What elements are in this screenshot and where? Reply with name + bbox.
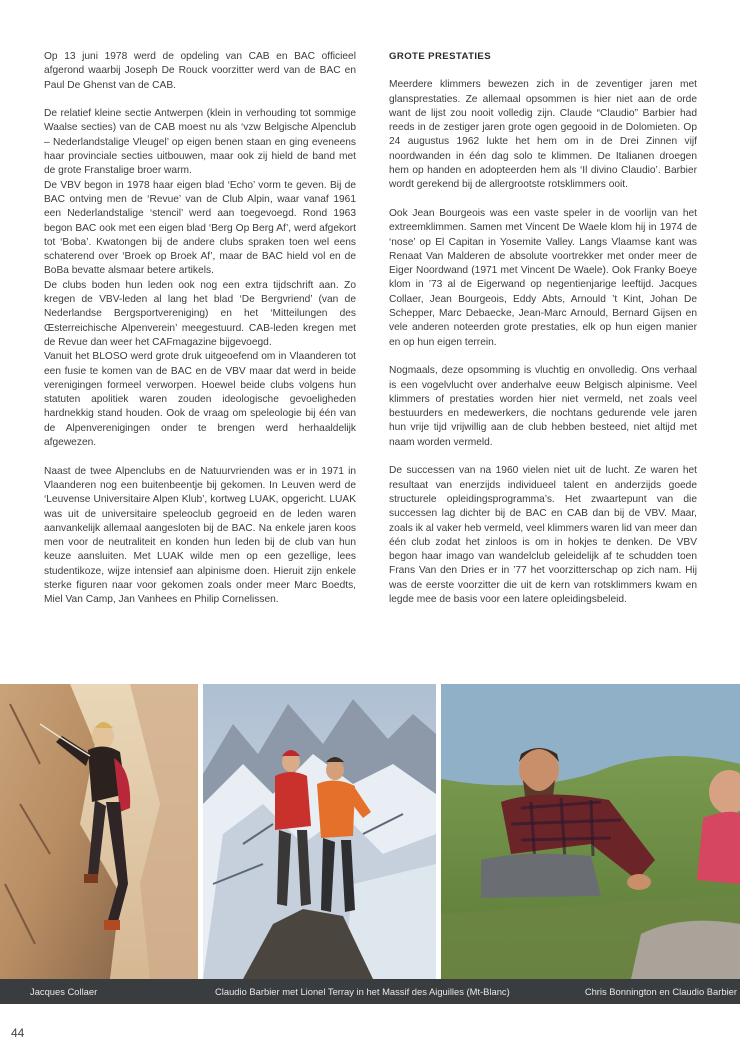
photo-two-climbers-summit — [203, 684, 436, 979]
right-text-column — [389, 50, 697, 622]
photo-caption: Jacques Collaer — [30, 986, 98, 997]
paragraph: Meerdere klimmers bewezen zich in de zeventiger jaren met glansprestaties. Ze allemaal opsommen is hier niet aan de orde want de lijst zou nooit volledig zijn. Claude “Claudio” Barbier had reeds in de zestiger jaren grote ogen gegooid in de Dolomieten. Op 24 augustus 1962 lukte het hem om in de Drei Zinnen vijf noordwanden in één dag solo te klimmen. De Italianen droegen hem op handen en adopteerden hem als ‘Il divino Claudio’. Barbier wordt gerekend bij de allergrootste rotsklimmers ooit. — [389, 79, 697, 191]
paragraph: Op 13 juni 1978 werd de opdeling van CAB en BAC officieel afgerond waarbij Joseph De Rouck voorzitter werd van de BAC en Paul De Ghenst van de CAB. — [44, 51, 356, 91]
section-heading: GROTE PRESTATIES — [389, 51, 491, 62]
paragraph: De successen van na 1960 vielen niet uit de lucht. Ze waren het resultaat van enerzijds individueel talent en anderzijds goede structurele opleidingsprogramma’s. Het zwaartepunt van die successen lag dichter bij de BAC en CAB dan bij de VBV. Maar, zoals ik al vaker heb vermeld, veel klimmers waren lid van meer dan één club zodat het zinloos is om in hokjes te denken. De VBV begon haar imago van wandelclub geleidelijk af te schudden toen Frans Van den Dries er in ’77 het voorzitterschap op zich nam. Hij was de eerste voorzitter die uit de kern van rotsklimmers kwam en legde mee de basis voor een latere opleidingsbeleid. — [389, 465, 698, 605]
photo-two-men-on-grass — [441, 684, 740, 979]
paragraph: De VBV begon in 1978 haar eigen blad ‘Echo’ vorm te geven. Bij de BAC ontving men de ‘Revue’ van de Club Alpin, waar vanaf 1961 een Nederlandstalige ‘stencil’ werd aan toegevoegd. Rond 1963 begon BAC ook met een eigen blad ‘Berg Op Berg Af’, werd afgekort tot ‘Boba’. Kwatongen bij de andere clubs spraken toen wel eens schaterend over ‘Broek op Broek Af’, maar de BAC hield vol en de BoBa bevatte alsmaar betere artikels. — [44, 179, 356, 277]
paragraph: Ook Jean Bourgeois was een vaste speler in de voorlijn van het extreemklimmen. Samen met Vincent De Waele klom hij in 1974 de ‘nose’ op El Capitan in Yosemite Valley. Langs Vlaamse kant was Renaat Van Malderen de absolute voortrekker met onder meer de Eiger Noordwand (1971 met Vincent De Waele). Ook Franky Boeye klom in ’73 al de Eigerwand op negentienjarige leeftijd. Jacques Collaer, Jean Bourgeois, Eddy Abts, Arnould ’t Kint, Johan De Schepper, Marc Debaecke, Jean-Marc Arnould, Bernard Gijsen en vele anderen noteerden grote prestaties, elk op hun eigen manier en op hun eigen terrein. — [389, 207, 697, 348]
left-text-column — [44, 50, 356, 622]
photo-caption: Chris Bonnington en Claudio Barbier — [584, 986, 737, 997]
page-number: 44 — [11, 1026, 25, 1040]
paragraph: Vanuit het BLOSO werd grote druk uitgeoefend om in Vlaanderen tot een fusie te komen van de BAC en de VBV maar dat werd in beide verenigingen formeel verworpen. Hoewel beide clubs volgens hun statuten apolitiek waren zouden ideologische gevoeligheden hardnekkig stand houden. Ook de vraag om speleologie bij één van de Alpenverenigingen onder te brengen werd herhaaldelijk afgewezen. — [44, 351, 356, 449]
paragraph: De relatief kleine sectie Antwerpen (klein in verhouding tot sommige Waalse secties) van de CAB moest nu als ‘vzw Belgische Alpenclub – Nederlandstalige Vleugel’ op eigen benen staan en ging eveneens haar provinciale secties uitbouwen, maar ook zij hield de band met de grote Franstalige broer warm. — [44, 108, 356, 177]
paragraph: Naast de twee Alpenclubs en de Natuurvrienden was er in 1971 in Vlaanderen nog een buitenbeentje bij gekomen. In Leuven werd de ‘Leuvense Universitaire Alpen Klub’, kortweg LUAK, opgericht. LUAK was uit de universitaire speleoclub gegroeid en de leden waren aanvankelijk allemaal aangesloten bij de BAC. Na enkele jaren koos men voor de neutraliteit en konden hun leden bij de club van hun keuze aansluiten. Met LUAK wilde men op een gezellige, lees studentikoze, wijze intensief aan alpinisme doen. Hieruit zijn enkele sterke figuren naar voor gekomen zoals onder meer Marc Boedts, Miel Van Camp, Jan Vanhees en Philip Cornelissen. — [44, 465, 356, 606]
caption-bar — [0, 979, 740, 1004]
paragraph: De clubs boden hun leden ook nog een extra tijdschrift aan. Zo kregen de VBV-leden al lang het blad ‘De Bergvriend’ (van de Nederlandse Bergsportvereniging) en het ‘Mitteilungen des Œsterreichische Alpenverein’ meegestuurd. CAB-leden kregen met de Revue dan weer het CAFmagazine bijgevoegd. — [44, 279, 356, 348]
photo-climber-rock-face — [0, 684, 198, 979]
paragraph: Nogmaals, deze opsomming is vluchtig en onvolledig. Ons verhaal is een vogelvlucht over anderhalve eeuw Belgisch alpinisme. Veel klimmers of prestaties worden hier niet vermeld, net zoals veel bestuurders en medewerkers, die nochtans gedurende vele jaren hun vrije tijd vrijwillig aan de club hebben besteed, niet altijd met naam worden vermeld. — [389, 365, 697, 448]
photo-caption: Claudio Barbier met Lionel Terray in het Massif des Aiguilles (Mt-Blanc) — [215, 986, 510, 997]
photo-strip — [0, 684, 740, 979]
